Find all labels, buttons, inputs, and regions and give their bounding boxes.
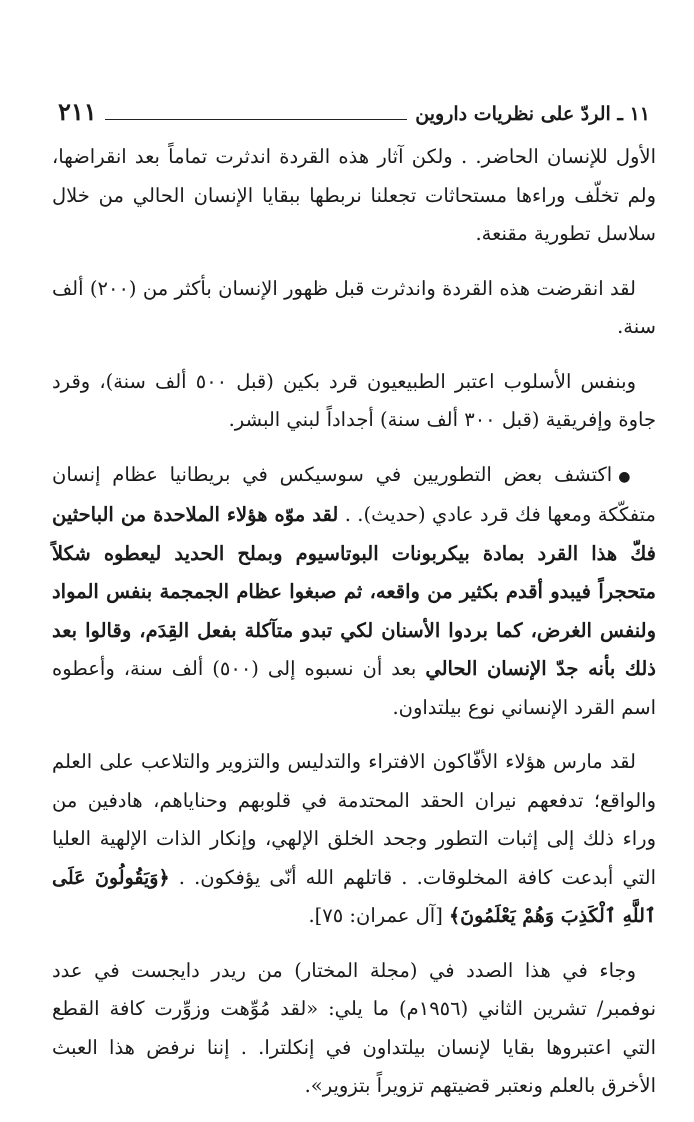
paragraph-4 (52, 456, 656, 728)
paragraph-5 (52, 743, 656, 936)
paragraph-2: لقد انقرضت هذه القردة واندثرت قبل ظهور الإنسان بأكثر من (٢٠٠) ألف سنة. (52, 276, 656, 338)
verse-reference: [آل عمران: ٧٥]. (308, 904, 449, 927)
page-number: ٢١١ (58, 97, 97, 126)
paragraph-4-ending: بعد أن نسبوه إلى (٥٠٠) ألف سنة، وأعطوه اسم القرد الإنساني نوع بيلتداون. (52, 657, 656, 719)
paragraph-5-text: لقد مارس هؤلاء الأفّاكون الافتراء والتدليس والتزوير والتلاعب على العلم والواقع؛ تدفعهم نيران الحقد المحتدمة في قلوبهم وحناياهم، هادفين من وراء ذلك إلى إثبات التطور وجحد الخلق الإلهي، وإنكار الذات الإلهية العليا التي أبدعت كافة المخلوقات. . قاتلهم الله أنّى يؤفكون. . (52, 750, 656, 889)
paragraph-4-emphasis: لقد موّه هؤلاء الملاحدة من الباحثين فكّ هذا القرد بمادة بيكربونات البوتاسيوم وبملح الحديد ليعطوه شكلاً متحجراً فيبدو أقدم بكثير من واقعه، ثم صبغوا عظام الجمجمة بنفس المواد ولنفس الغرض، كما بردوا الأسنان لكي تبدو متآكلة بفعل القِدَم، وقالوا بعد ذلك بأنه جدّ الإنسان الحالي (52, 503, 656, 680)
paragraph-6: وجاء في هذا الصدد في (مجلة المختار) من ريدر دايجست في عدد نوفمبر/ تشرين الثاني (١٩٥٦م) ما يلي: «لقد مُوِّهت وزوِّرت كافة القطع التي اعتبروها بقايا لإنسان بيلتداون في إنكلترا. . إننا نرفض هذا العبث الأخرق بالعلم ونعتبر قضيتهم تزويراً بتزوير». (52, 958, 656, 1097)
quran-verse: ﴿وَيَقُولُونَ عَلَى ٱللَّهِ ٱلْكَذِبَ وَهُمْ يَعْلَمُونَ﴾ (52, 866, 656, 927)
header-rule (105, 119, 408, 120)
paragraph-1: الأول للإنسان الحاضر. . ولكن آثار هذه القردة اندثرت تماماً بعد انقراضها، ولم تخلّف وراءها مستحاثات تجعلنا نربطها ببقايا الإنسان الحالي من خلال سلاسل تطورية مقنعة. (52, 145, 656, 245)
page-body (52, 138, 656, 1122)
paragraph-4-intro: اكتشف بعض التطوريين في سوسيكس في بريطانيا عظام إنسان متفكّكة ومعها فك قرد عادي (حديث). . (52, 462, 656, 526)
paragraph-3: وبنفس الأسلوب اعتبر الطبيعيون قرد بكين (قبل ٥٠٠ ألف سنة)، وقرد جاوة وإفريقية (قبل ٣٠٠ ألف سنة) أجداداً لبني البشر. (52, 369, 656, 431)
chapter-title: ١١ ـ الردّ على نظريات داروين (415, 103, 650, 125)
bullet-icon: ● (618, 468, 636, 485)
running-header (58, 84, 650, 124)
